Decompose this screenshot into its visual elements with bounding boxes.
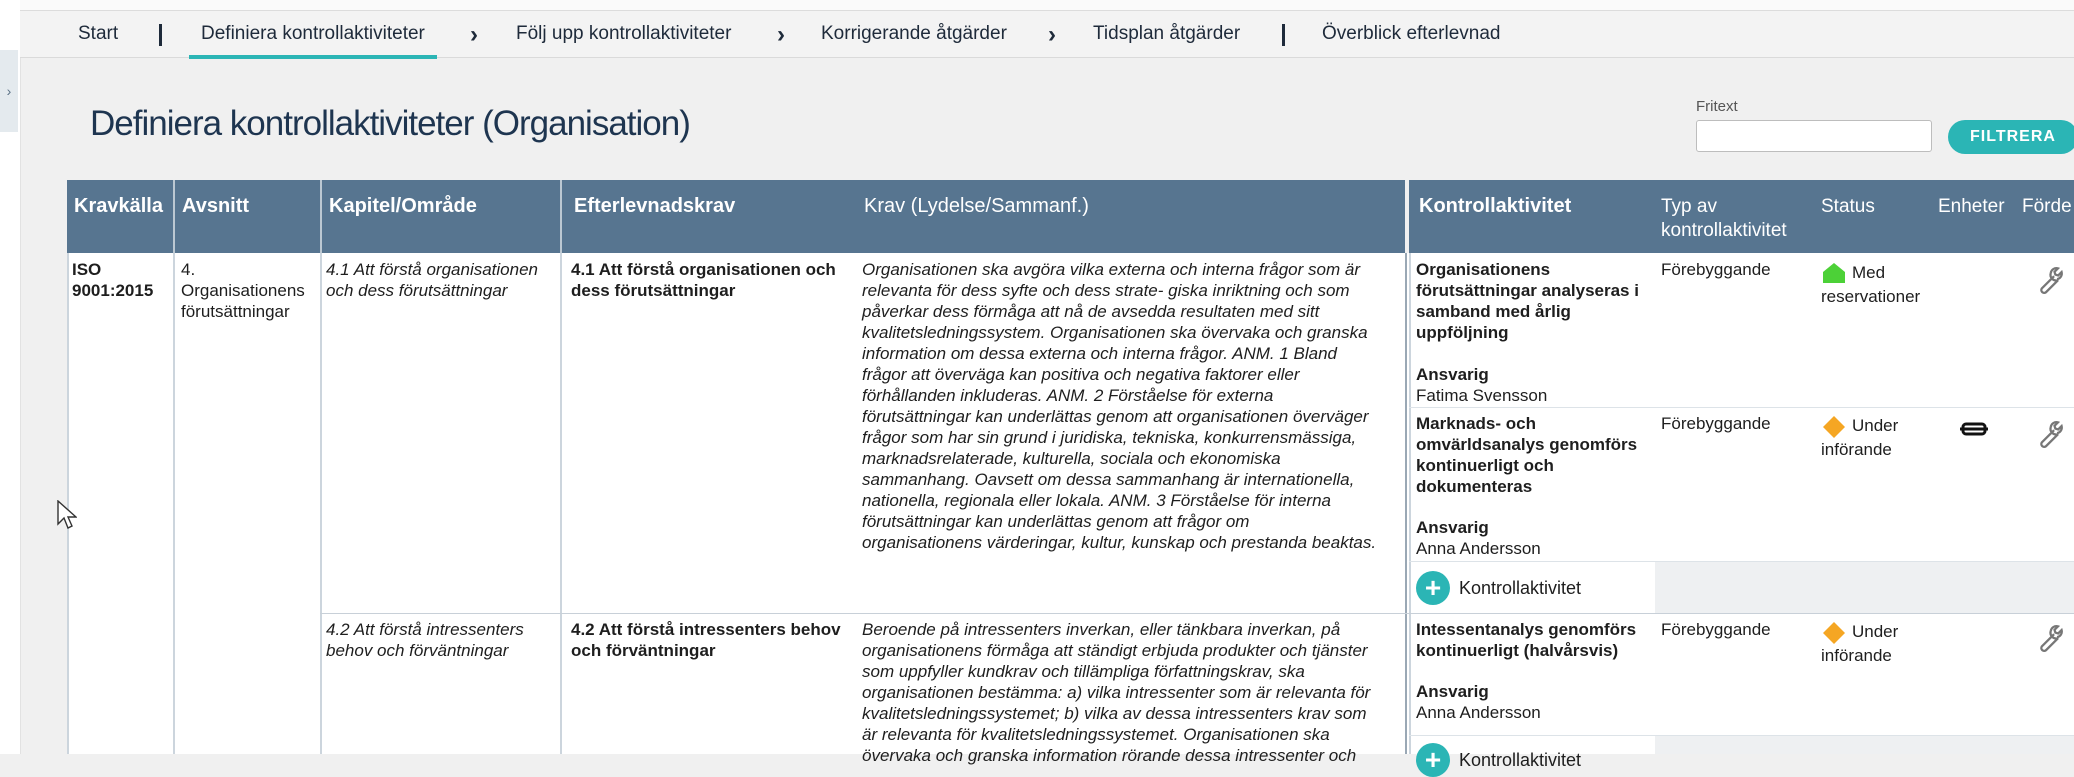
header-avsnitt[interactable]: Avsnitt <box>182 195 250 217</box>
krav-line: nationella, regionala eller lokala. ANM. 3 Förståelse för interna <box>862 491 1332 510</box>
table-header-left <box>67 180 1405 253</box>
krav-line: kvalitetsledningssystemet; b) vilka av dessa intressenters krav som <box>862 704 1367 723</box>
ansvarig-name: Fatima Svensson <box>1416 386 1548 405</box>
empty-cell <box>1655 562 2074 613</box>
header-typ-line1[interactable]: Typ av <box>1661 196 1717 217</box>
tab-definiera-kontrollaktiviteter[interactable]: Definiera kontrollaktiviteter <box>201 23 425 44</box>
header-typ-line2[interactable]: kontrollaktivitet <box>1661 220 1787 241</box>
krav-line: frågor som har sin grund i juridiska, tekniska, konkurrensmässiga, <box>862 428 1357 447</box>
avsnitt-line1: 4. <box>181 260 196 279</box>
chevron-right-icon: › <box>1048 21 1056 48</box>
add-kontrollaktivitet-link[interactable]: Kontrollaktivitet <box>1459 578 1582 598</box>
activity-title-line: dokumenteras <box>1416 477 1533 496</box>
typ-value: Förebyggande <box>1661 414 1771 433</box>
krav-line: Organisationen ska avgöra vilka externa och interna frågor som är <box>862 260 1360 279</box>
krav-line: förutsättningar kan underlättas genom att frågor om <box>862 512 1250 531</box>
activity-title-line: omvärldsanalys genomförs <box>1416 435 1638 454</box>
status-line1: Med <box>1852 263 1886 282</box>
col-line <box>320 253 322 754</box>
header-kapitel[interactable]: Kapitel/Område <box>329 195 477 217</box>
activity-title-line: Organisationens <box>1416 260 1551 279</box>
top-bar <box>20 0 2074 11</box>
krav-text <box>862 619 1402 766</box>
status-line2: reservationer <box>1821 287 1921 306</box>
header-enheter[interactable]: Enheter <box>1938 196 2005 217</box>
header-kontrollaktivitet[interactable]: Kontrollaktivitet <box>1419 195 1572 217</box>
activity-title-line: förutsättningar analyseras i <box>1416 281 1639 300</box>
kapitel-line1: 4.1 Att förstå organisationen <box>326 260 539 279</box>
green-house-status-icon <box>1822 262 1846 284</box>
krav-line: sammanhang. Oavsett om dessa sammanhang är internationella, <box>862 470 1355 489</box>
activity-title-line: Intessentanalys genomförs <box>1416 620 1637 639</box>
kravkalla-line2: 9001:2015 <box>72 281 154 300</box>
header-kravkalla[interactable]: Kravkälla <box>74 195 163 217</box>
add-circle-icon[interactable]: + <box>1416 571 1450 605</box>
header-krav[interactable]: Krav (Lydelse/Sammanf.) <box>864 195 1089 217</box>
status-line2: införande <box>1821 646 1892 665</box>
ansvarig-label: Ansvarig <box>1416 518 1489 537</box>
chevron-right-icon: › <box>777 21 785 48</box>
activity-title-line: samband med årlig <box>1416 302 1571 321</box>
tab-start[interactable]: Start <box>78 23 119 44</box>
wrench-icon[interactable] <box>2030 622 2064 656</box>
efterlevnadskrav-title-line1: 4.2 Att förstå intressenters behov <box>571 620 841 639</box>
krav-line: påverkar dess förmåga att nå de avsedda resultaten med sitt <box>862 302 1320 321</box>
col-line <box>173 253 175 754</box>
krav-line: marknadsrelaterade, kulturella, sociala och ekonomiska <box>862 449 1281 468</box>
kapitel-line1: 4.2 Att förstå intressenters <box>326 620 524 639</box>
process-nav <box>20 11 2074 58</box>
activity-title-line: Marknads- och <box>1416 414 1536 433</box>
activity-title[interactable] <box>1416 413 1637 497</box>
tab-folj-upp-kontrollaktiviteter[interactable]: Följ upp kontrollaktiviteter <box>516 23 732 44</box>
krav-line: organisationens förmåga att ständigt erbjuda produkter och tjänster <box>862 641 1368 660</box>
mouse-cursor-icon <box>57 500 77 530</box>
activity-divider <box>1409 407 2074 408</box>
krav-line: är relevanta för kvalitetsledningssystemet. Organisationen ska <box>862 725 1330 744</box>
krav-line: kvalitetsledningssystem. Organisationen ska övervaka och granska <box>862 323 1368 342</box>
wrench-icon[interactable] <box>2030 418 2064 452</box>
wrench-icon[interactable] <box>2030 264 2064 298</box>
activity-title-line: uppföljning <box>1416 323 1509 342</box>
activity-title[interactable] <box>1416 259 1639 343</box>
link-units-icon[interactable] <box>1960 420 1988 438</box>
activity-title-line: kontinuerligt och <box>1416 456 1554 475</box>
efterlevnadskrav-title-line1: 4.1 Att förstå organisationen och <box>571 260 836 279</box>
krav-line: Beroende på intressenters inverkan, eller tänkbara inverkan, på <box>862 620 1341 639</box>
tab-tidsplan-atgarder[interactable]: Tidsplan åtgärder <box>1093 23 1241 44</box>
header-forde[interactable]: Förde <box>2022 196 2072 217</box>
ansvarig-name: Anna Andersson <box>1416 539 1541 558</box>
fritext-label: Fritext <box>1696 98 1738 115</box>
chevron-right-icon: › <box>470 21 478 48</box>
row-divider <box>320 613 2074 614</box>
orange-diamond-status-icon <box>1822 621 1846 645</box>
krav-line: organisationen bestämma: a) vilka intressenter som är relevanta för <box>862 683 1371 702</box>
tab-overblick-efterlevnad[interactable]: Överblick efterlevnad <box>1322 23 1501 44</box>
chevron-right-icon[interactable]: › <box>0 50 18 132</box>
ansvarig-label: Ansvarig <box>1416 365 1489 384</box>
krav-line: relevanta för dess syfte och dess strate- giska inriktning och som <box>862 281 1350 300</box>
krav-line: förhållanden inkluderas. ANM. 2 Förståelse för externa <box>862 386 1274 405</box>
kapitel-line2: och dess förutsättningar <box>326 281 508 300</box>
krav-line: som uppfyller kundkrav och tillämpliga författningskrav, ska <box>862 662 1305 681</box>
empty-cell <box>1655 736 2074 754</box>
add-kontrollaktivitet-link[interactable]: Kontrollaktivitet <box>1459 750 1582 770</box>
krav-line: frågor att överväga kan positiva och negativa faktorer eller <box>862 365 1300 384</box>
page-title: Definiera kontrollaktiviteter (Organisation) <box>90 104 690 143</box>
activity-title-line: kontinuerligt (halvårsvis) <box>1416 641 1619 660</box>
col-line <box>1409 253 1411 754</box>
status-line1: Under <box>1852 416 1899 435</box>
header-divider <box>320 180 322 253</box>
status-line1: Under <box>1852 622 1899 641</box>
header-divider <box>560 180 562 253</box>
krav-text <box>862 259 1402 553</box>
avsnitt-line2: Organisationens <box>181 281 305 300</box>
kravkalla-line1: ISO <box>72 260 102 279</box>
krav-line: övervaka och granska information rörande dessa intressenter och <box>862 746 1357 765</box>
status-line2: införande <box>1821 440 1892 459</box>
header-efterlevnadskrav[interactable]: Efterlevnadskrav <box>574 195 736 217</box>
header-status[interactable]: Status <box>1821 196 1875 217</box>
orange-diamond-status-icon <box>1822 415 1846 439</box>
add-circle-icon[interactable]: + <box>1416 743 1450 777</box>
typ-value: Förebyggande <box>1661 620 1771 639</box>
nav-divider <box>159 24 162 46</box>
krav-line: information om dessa externa och interna frågor. ANM. 1 Bland <box>862 344 1337 363</box>
header-divider <box>173 180 175 253</box>
efterlevnadskrav-title-line2: dess förutsättningar <box>571 281 736 300</box>
tab-korrigerande-atgarder[interactable]: Korrigerande åtgärder <box>821 23 1007 44</box>
activity-title[interactable] <box>1416 619 1636 661</box>
filter-button[interactable]: FILTRERA <box>1948 120 2074 154</box>
col-line <box>1405 253 1407 754</box>
kapitel-line2: behov och förväntningar <box>326 641 509 660</box>
typ-value: Förebyggande <box>1661 260 1771 279</box>
fritext-input[interactable] <box>1696 120 1932 152</box>
col-line <box>560 253 562 754</box>
krav-line: organisationens värderingar, kultur, kunskap och prestanda beaktas. <box>862 533 1377 552</box>
efterlevnadskrav-title-line2: och förväntningar <box>571 641 716 660</box>
avsnitt-line3: förutsättningar <box>181 302 290 321</box>
krav-line: förutsättningar kan underlättas genom att organisationen överväger <box>862 407 1369 426</box>
ansvarig-label: Ansvarig <box>1416 682 1489 701</box>
ansvarig-name: Anna Andersson <box>1416 703 1541 722</box>
nav-divider <box>1282 24 1285 46</box>
